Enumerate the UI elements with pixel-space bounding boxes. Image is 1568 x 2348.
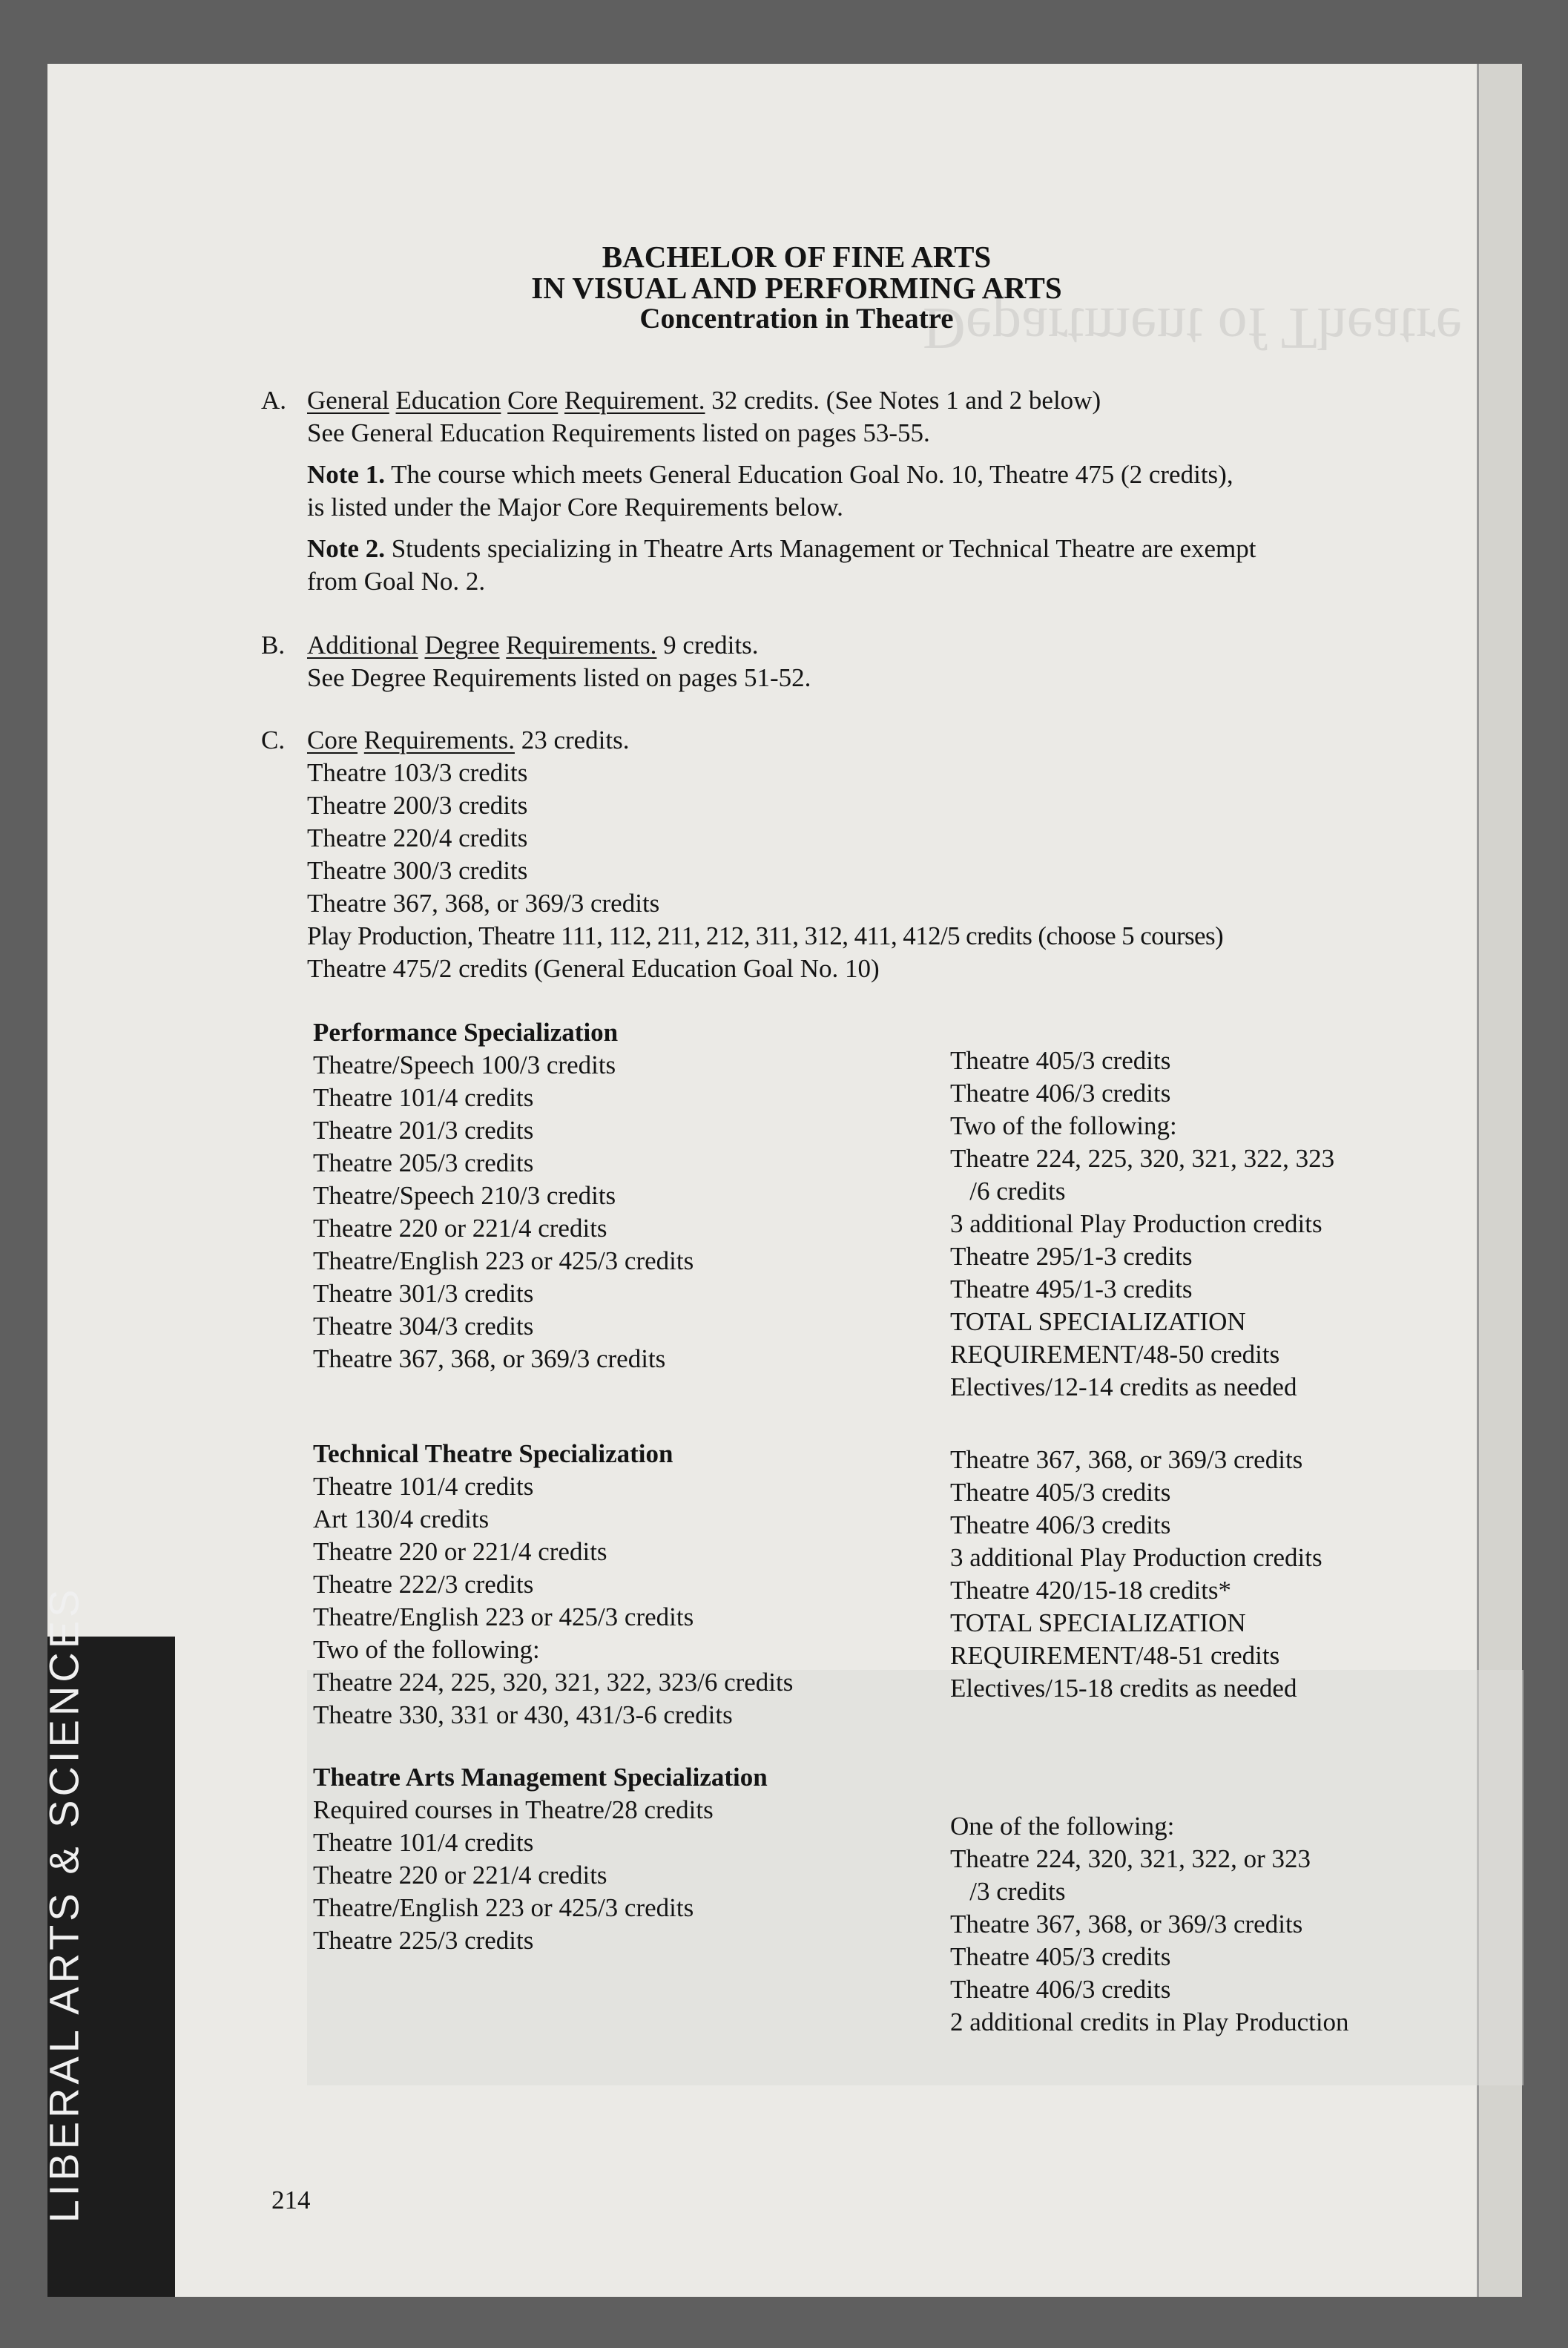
section-b-line-2: See Degree Requirements listed on pages 51-52. bbox=[307, 663, 811, 692]
technical-right-item: Theatre 420/15-18 credits* bbox=[950, 1576, 1232, 1605]
performance-right-item: TOTAL SPECIALIZATION bbox=[950, 1307, 1246, 1336]
core-item: Theatre 200/3 credits bbox=[307, 791, 528, 820]
performance-item: Theatre 220 or 221/4 credits bbox=[313, 1214, 607, 1243]
section-b-heading: Additional Degree Requirements. 9 credits. bbox=[307, 631, 759, 660]
performance-item: Theatre/English 223 or 425/3 credits bbox=[313, 1246, 694, 1275]
performance-item: Theatre 201/3 credits bbox=[313, 1116, 534, 1145]
technical-right-item: Theatre 367, 368, or 369/3 credits bbox=[950, 1445, 1303, 1474]
performance-item: Theatre 101/4 credits bbox=[313, 1083, 534, 1112]
management-item: Theatre 101/4 credits bbox=[313, 1828, 534, 1857]
core-item: Theatre 300/3 credits bbox=[307, 856, 528, 885]
performance-right-item: Electives/12-14 credits as needed bbox=[950, 1372, 1297, 1401]
performance-right-item: Theatre 295/1-3 credits bbox=[950, 1242, 1193, 1271]
catalog-page bbox=[47, 64, 1522, 2297]
technical-right-item: TOTAL SPECIALIZATION bbox=[950, 1608, 1246, 1637]
technical-item: Theatre 101/4 credits bbox=[313, 1472, 534, 1501]
technical-item: Theatre 224, 225, 320, 321, 322, 323/6 credits bbox=[313, 1668, 794, 1697]
performance-right-item: 3 additional Play Production credits bbox=[950, 1209, 1322, 1238]
note-1: Note 1. The course which meets General Education Goal No. 10, Theatre 475 (2 credits), bbox=[307, 460, 1233, 489]
note-2: Note 2. Students specializing in Theatre Arts Management or Technical Theatre are exempt bbox=[307, 534, 1256, 563]
management-right-item: Theatre 405/3 credits bbox=[950, 1942, 1171, 1971]
technical-right-item: Electives/15-18 credits as needed bbox=[950, 1674, 1297, 1703]
core-item: Play Production, Theatre 111, 112, 211, 212, 311, 312, 411, 412/5 credits (choose 5 courses) bbox=[307, 921, 1224, 950]
section-a-heading: General Education Core Requirement. 32 credits. (See Notes 1 and 2 below) bbox=[307, 386, 1101, 415]
management-right-item: Theatre 367, 368, or 369/3 credits bbox=[950, 1910, 1303, 1938]
section-a-line-2: See General Education Requirements listed on pages 53-55. bbox=[307, 418, 930, 447]
performance-item: Theatre/Speech 210/3 credits bbox=[313, 1181, 616, 1210]
technical-item: Two of the following: bbox=[313, 1635, 540, 1664]
management-right-item: 2 additional credits in Play Production bbox=[950, 2007, 1349, 2036]
performance-title: Performance Specialization bbox=[313, 1018, 619, 1047]
section-b-letter: B. bbox=[261, 631, 286, 660]
management-right-item: Theatre 406/3 credits bbox=[950, 1975, 1171, 2004]
technical-item: Theatre/English 223 or 425/3 credits bbox=[313, 1602, 694, 1631]
performance-item: Theatre/Speech 100/3 credits bbox=[313, 1050, 616, 1079]
heading-line-3: Concentration in Theatre bbox=[639, 303, 954, 335]
technical-right-item: Theatre 406/3 credits bbox=[950, 1510, 1171, 1539]
technical-item: Theatre 220 or 221/4 credits bbox=[313, 1537, 607, 1566]
management-item: Theatre/English 223 or 425/3 credits bbox=[313, 1893, 694, 1922]
management-title: Theatre Arts Management Specialization bbox=[313, 1763, 768, 1792]
section-c-letter: C. bbox=[261, 726, 286, 754]
core-item: Theatre 103/3 credits bbox=[307, 758, 528, 787]
management-item: Required courses in Theatre/28 credits bbox=[313, 1795, 714, 1824]
heading-line-2: IN VISUAL AND PERFORMING ARTS bbox=[531, 271, 1062, 305]
performance-right-item: REQUIREMENT/48-50 credits bbox=[950, 1340, 1280, 1369]
heading-line-1: BACHELOR OF FINE ARTS bbox=[602, 240, 992, 274]
technical-item: Theatre 222/3 credits bbox=[313, 1570, 534, 1599]
management-right-item: Theatre 224, 320, 321, 322, or 323 bbox=[950, 1844, 1311, 1873]
management-item: Theatre 225/3 credits bbox=[313, 1926, 534, 1955]
core-item: Theatre 475/2 credits (General Education Goal No. 10) bbox=[307, 954, 880, 983]
performance-item: Theatre 205/3 credits bbox=[313, 1148, 534, 1177]
performance-right-item: Theatre 495/1-3 credits bbox=[950, 1275, 1193, 1303]
core-item: Theatre 367, 368, or 369/3 credits bbox=[307, 889, 660, 918]
performance-right-item: Theatre 406/3 credits bbox=[950, 1079, 1171, 1108]
note-1-line-2: is listed under the Major Core Requirements below. bbox=[307, 493, 843, 522]
performance-item: Theatre 367, 368, or 369/3 credits bbox=[313, 1344, 666, 1373]
performance-right-item: Two of the following: bbox=[950, 1111, 1177, 1140]
page-number: 214 bbox=[271, 2186, 311, 2214]
performance-right-item: /6 credits bbox=[950, 1177, 1066, 1206]
technical-right-item: REQUIREMENT/48-51 credits bbox=[950, 1641, 1280, 1670]
technical-item: Theatre 330, 331 or 430, 431/3-6 credits bbox=[313, 1700, 733, 1729]
management-item: Theatre 220 or 221/4 credits bbox=[313, 1861, 607, 1890]
performance-right-item: Theatre 405/3 credits bbox=[950, 1046, 1171, 1075]
note-2-line-2: from Goal No. 2. bbox=[307, 567, 486, 596]
technical-right-item: Theatre 405/3 credits bbox=[950, 1478, 1171, 1507]
performance-item: Theatre 304/3 credits bbox=[313, 1312, 534, 1341]
section-a-letter: A. bbox=[261, 386, 287, 415]
core-item: Theatre 220/4 credits bbox=[307, 823, 528, 852]
technical-right-item: 3 additional Play Production credits bbox=[950, 1543, 1322, 1572]
performance-right-item: Theatre 224, 225, 320, 321, 322, 323 bbox=[950, 1144, 1335, 1173]
section-c-heading: Core Requirements. 23 credits. bbox=[307, 726, 630, 754]
side-tab-label: LIBERAL ARTS & SCIENCES bbox=[40, 1585, 88, 2223]
performance-item: Theatre 301/3 credits bbox=[313, 1279, 534, 1308]
technical-item: Art 130/4 credits bbox=[313, 1505, 490, 1533]
show-through-heading: Department of Theatre bbox=[923, 295, 1463, 361]
management-right-item: One of the following: bbox=[950, 1812, 1175, 1841]
technical-title: Technical Theatre Specialization bbox=[313, 1439, 673, 1468]
management-right-item: /3 credits bbox=[950, 1877, 1066, 1906]
